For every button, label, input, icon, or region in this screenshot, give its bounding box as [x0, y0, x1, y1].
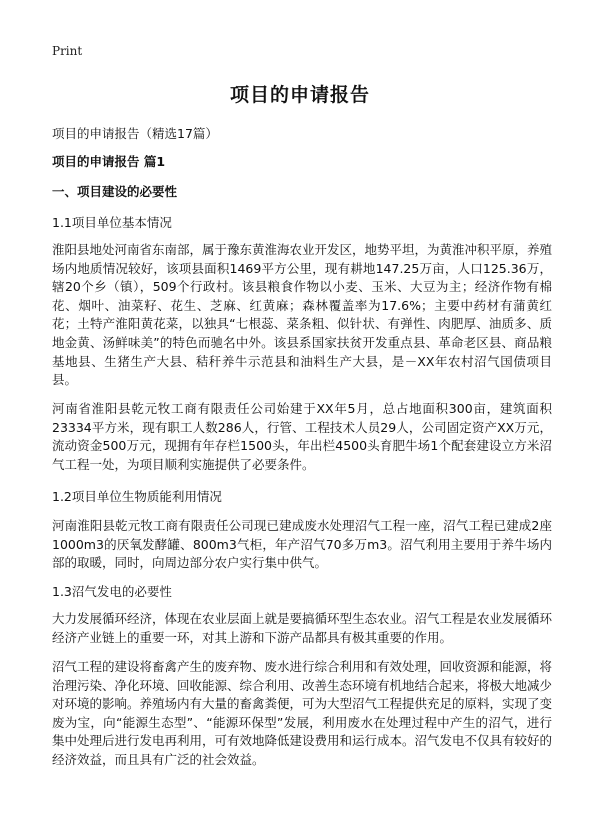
subsection-heading-1-2: 1.2项目单位生物质能利用情况: [52, 489, 222, 504]
paragraph-circular-economy: 大力发展循环经济，体现在农业层面上就是要搞循环型生态农业。沼气工程是农业发展循环经济产业链上的重要一环，对其上游和下游产品都具有极其重要的作用。: [52, 611, 553, 645]
subsection-heading-1-1: 1.1项目单位基本情况: [52, 215, 172, 230]
paragraph-company-overview: 河南省淮阳县乾元牧工商有限责任公司始建于XX年5月，总占地面积300亩，建筑面积23334平方米，现有职工人数286人，行管、工程技术人员29人，公司固定资产XX万元，流动资金500万元，现拥有年存栏1500头，年出栏4500头育肥牛场1个配套建设立方米沼气工程一处，为项目顺利实施提供了必要条件。: [52, 401, 552, 472]
paragraph-biomass-usage: 河南淮阳县乾元牧工商有限责任公司现已建成废水处理沼气工程一座，沼气工程已建成2座1000m3的厌氧发酵罐、800m3气柜，年产沼气70多万m3。沼气利用主要用于养牛场内部的取暖，同时，向周边部分农户实行集中供气。: [52, 518, 552, 571]
document-subtitle: 项目的申请报告（精选17篇）: [52, 126, 218, 141]
paragraph-biogas-benefits: 沼气工程的建设将畜禽产生的废弃物、废水进行综合利用和有效处理，回收资源和能源，将治理污染、净化环境、回收能源、综合利用、改善生态环境有机地结合起来，将极大地减少对环境的影响。养殖场内有大量的畜禽粪便，可为大型沼气工程提供充足的原料，实现了变废为宝，向“能源生态型”、“能源环保型”发展，利用废水在处理过程中产生的沼气，进行集中处理后进行发电再利用，可有效地降低建设费用和运行成本。沼气发电不仅具有较好的经济效益，而且具有广泛的社会效益。: [52, 659, 553, 767]
subsection-heading-1-3: 1.3沼气发电的必要性: [52, 584, 172, 599]
page-title: 项目的申请报告: [229, 84, 370, 106]
print-link[interactable]: Print: [52, 44, 83, 58]
section-heading: 一、项目建设的必要性: [52, 184, 178, 199]
paragraph-county-overview: 淮阳县地处河南省东南部，属于豫东黄淮海农业开发区，地势平坦，为黄淮冲积平原，养殖场内地质情况较好，该项县面积1469平方公里，现有耕地147.25万亩，人口125.36万，辖20个乡（镇），509个行政村。该县粮食作物以小麦、玉米、大豆为主；经济作物有棉花、烟叶、油菜籽、花生、芝麻、红黄麻；森林覆盖率为17.6%；主要中药材有蒲黄红花；土特产淮阳黄花菜，以独具“七根蕊、菜条粗、似针状、有弹性、肉肥厚、油质多、质地金黄、汤鲜味美”的特色而驰名中外。该县系国家扶贫开发重点县、革命老区县、商品粮基地县、生猪生产大县、秸秆养牛示范县和油料生产大县，是－XX年农村沼气国债项目县。: [52, 242, 553, 388]
part-heading: 项目的申请报告 篇1: [52, 154, 166, 169]
